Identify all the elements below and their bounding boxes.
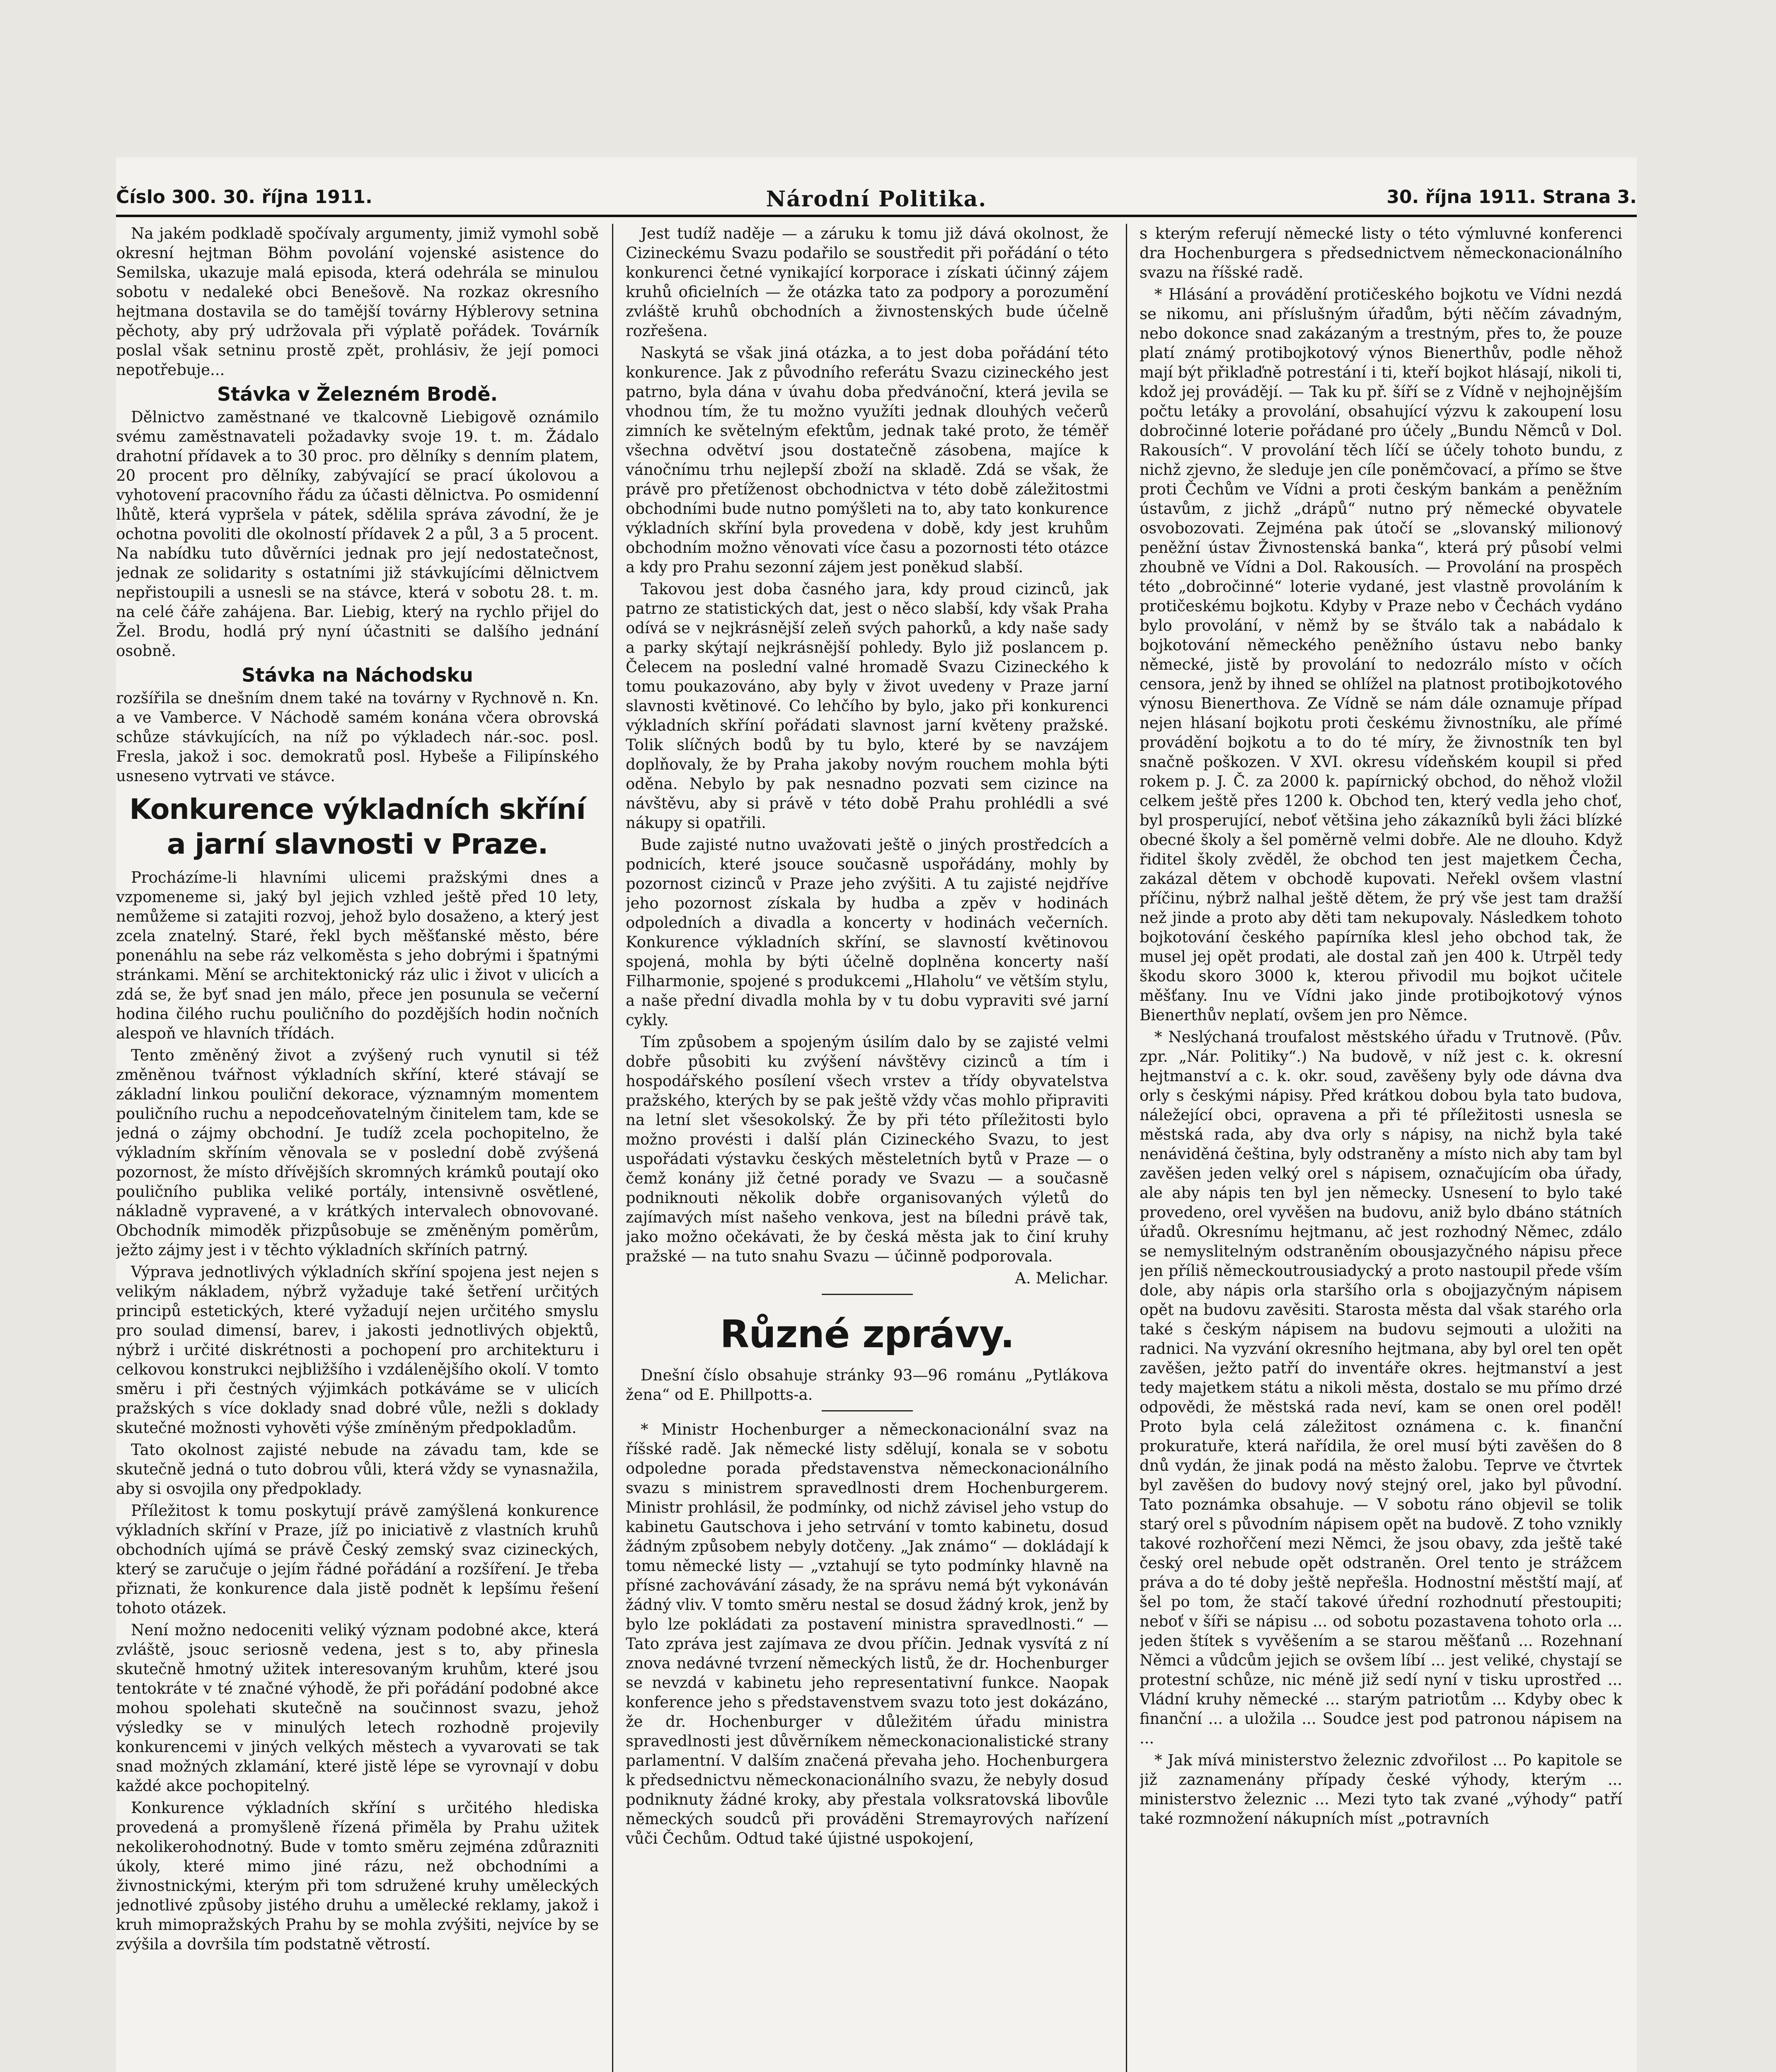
paragraph: * Ministr Hochenburger a německonacionální svaz na říšské radě. Jak německé listy sdělují, konala se v sobotu odpoledne porada představenstva německonacionálního svazu s ministrem spravedlnosti drem Hochenburgerem. Ministr prohlásil, že podmínky, od nichž závisel jeho vstup do kabinetu Gautschova i jeho setrvání v tomto kabinetu, dosud žádným způsobem nebyly dotčeny. „Jak známo“ — dokládají k tomu německé listy — „vztahují se tyto podmínky hlavně na přísné zachovávání zásady, že na správu nemá být vykonáván žádný vliv. V tomto směru nestal se dosud žádný krok, jenž by bylo lze pokládati za postavení ministra spravedlnosti.“ — Tato zpráva jest zajímava ze dvou příčin. Jednak vysvítá z ní znova nedávné tvrzení německých listů, že dr. Hochenburger se nevzdá v kabinetu jeho representativní funkce. Naopak konference jeho s představenstvem svazu toto jest dokázáno, že dr. Hochenburger v důležitém úřadu ministra spravedlnosti jest důvěrníkem německonacionalistické strany parlamentní. V dalším značená převaha jeho. Hochenburgera k předsednictvu německonacionálního svazu, že nebyly dosud podniknuty žádné kroky, aby přestala volksratovská libovůle německých soudců při prováděni Stremayrových nařízení vůči Čechům. Odtud také újistné uspokojení, <box>626 1421 1108 1847</box>
newspaper-page <box>116 157 1637 2072</box>
paragraph: Jest tudíž naděje — a záruku k tomu již dává okolnost, že Cizineckému Svazu podařilo se soustředit při pořádání o této konkurenci četné vynikající korporace i získati účinný zájem kruhů oficielních — že otázka tato za podpory a porozumění zvláště kruhů obchodních a živnostenských bude účelně rozřešena. <box>626 225 1108 340</box>
paragraph: Výprava jednotlivých výkladních skříní spojena jest nejen s velikým nákladem, nýbrž vyžaduje také šetření určitých principů estetických, které vyžadují nejen určitého smyslu pro soulad dimensí, barev, i jakosti jednotlivých objektů, nýbrž i určité diskrétnosti a pochopení pro architekturu i celkovou konstrukci nejbližšího i vzdálenějšího okolí. V tomto směru i při čestných výjimkách potkáváme se v ulicích pražských s více doklady snad dobré vůle, nežli s doklady skutečné možnosti vyhověti výše zmíněným předpokladům. <box>116 1263 599 1437</box>
paragraph: Tato okolnost zajisté nebude na závadu tam, kde se skutečně jedná o tuto dobrou vůli, která vždy se vynasnažila, aby si osvojila ony předpoklady. <box>116 1441 599 1498</box>
paragraph: Naskytá se však jiná otázka, a to jest doba pořádání této konkurence. Jak z původního referátu Svazu cizineckého jest patrno, byla dána v úvahu doba předvánoční, která jevila se vhodnou tím, že tu možno využíti jednak dlouhých večerů zimních ke světelným efektům, jednak také proto, že téměř všechna odvětví jsou dostatečně zásobena, majíce k vánočnímu trhu nejlepší zboží na skladě. Zdá se však, že právě pro přetíženost obchodnictva v této době záležitostmi obchodními bude nutno pomýšleti na to, aby tato konkurence výkladních skříní byla provedena v době, kdy jest kruhům obchodním možno věnovati více času a pozornosti této otázce a kdy pro Prahu sezonní zájem jest poněkud slabší. <box>626 344 1108 576</box>
paragraph: Takovou jest doba časného jara, kdy proud cizinců, jak patrno ze statistických dat, jest o něco slabší, kdy však Praha odívá se v nejkrásnější zeleň svých pahorků, a kdy naše sady a parky skýtají nejkrásnější pohledy. Bylo již poslancem p. Čelecem na poslední valné hromadě Svazu Cizineckého k tomu poukazováno, aby byly v život uvedeny v Praze jarní slavnosti květinové. Co lehčího by bylo, jako při konkurenci výkladních skříní pořádati slavnost jarní květeny pražské. Tolik slíčných bodů by tu bylo, které by se navzájem doplňovaly, že by Praha jakoby novým rouchem mohla býti oděna. Nebylo by pak nesnadno pozvati sem cizince na návštěvu, aby si právě v této době Prahu prohlédli a své nákupy si opatřili. <box>626 580 1108 832</box>
article-title: Konkurence výkladních skříní a jarní slavnosti v Praze. <box>129 793 586 861</box>
column-2 <box>626 224 1108 2072</box>
page-header <box>116 182 1637 211</box>
paragraph: Dělnictvo zaměstnané ve tkalcovně Liebigově oznámilo svému zaměstnavateli požadavky svoje 19. t. m. Žádalo drahotní přídavek a to 30 proc. pro dělníky s denním platem, 20 procent pro dělníky, zabývající se prací úkolovou a vyhotovení pracovního řádu za účasti dělnictva. Po osmidenní lhůtě, která vypršela v pátek, sdělila správa závodní, že je ochotna povoliti dle okolností přídavek 2 a půl, 3 a 5 procent. Na nabídku tuto důvěrníci jednak pro její nedostatečnost, jednak ze solidarity s ostatními již stávkujícími dělnictvem nepřistoupili a usnesli se na stávce, která v sobotu 28. t. m. na celé čáře zahájena. Bar. Liebig, který na rychlo přijel do Žel. Brodu, hodlá prý nyní účastniti se dalšího jednání osobně. <box>116 408 599 660</box>
paragraph: Není možno nedoceniti veliký význam podobné akce, která zvláště, jsouc seriosně vedena, jest s to, aby přinesla skutečně hmotný užitek interesovaným kruhům, které jsou tentokráte v té značné výhodě, že při pořádání podobné akce mohou spolehati skutečně na součinnost svazu, jehož výsledky se v minulých letech rozhodně projevily konkurencemi v jiných velkých městech a vyvarovati se tak snad možných zklamání, které jistě lépe se vyrovnají v dobu každé akce pochopitelný. <box>116 1621 599 1795</box>
paragraph: s kterým referují německé listy o této výmluvné konferenci dra Hochenburgera s předsednictvem německonacionálního svazu na říšské radě. <box>1140 225 1622 281</box>
date-page-number: 30. října 1911. Strana 3. <box>1386 186 1637 208</box>
author-signature: A. Melichar. <box>1015 1269 1108 1287</box>
column-3 <box>1140 224 1622 2072</box>
section-heading: Stávka na Náchodsku <box>242 664 473 686</box>
paragraph: rozšířila se dnešním dnem také na továrny v Rychnově n. Kn. a ve Vamberce. V Náchodě samém konána včera obrovská schůze stávkujících, na níž po výkladech nár.-soc. posl. Fresla, jakož i soc. demokratů posl. Hybeše a Filipínského usneseno vytrvati ve stávce. <box>116 689 599 785</box>
section-title: Různé zprávy. <box>720 1312 1014 1356</box>
paragraph: Procházíme-li hlavními ulicemi pražskými dnes a vzpomeneme si, jaký byl jejich vzhled ještě před 10 lety, nemůžeme si zatajiti rozvoj, jehož bylo dosaženo, a který jest zcela znatelný. Staré, řekl bych měšťanské město, bére ponenáhlu na sebe ráz velkoměsta s jeho dobrými i špatnými stránkami. Mění se architektonický ráz ulic i život v ulicích a zdá se, že byť snad jen málo, přece jen posunula se večerní hodina čilého ruchu pouličního do pozdějších hodin nočních alespoň ve hlavních třídách. <box>116 869 599 1042</box>
separator-rule <box>822 1410 913 1411</box>
paragraph: * Hlásání a provádění protičeského bojkotu ve Vídni nezdá se nikomu, ani příslušným úřadům, býti něčím závadným, nebo dokonce snad zakázaným a trestným, přes to, že pouze platí známý protibojkotový výnos Bienerthův, podle něhož mají být přiklaďně potrestání i ti, kteří bojkot hlásají, nikoli ti, kdož jej provádějí. — Tak ku př. šíří se z Vídně v nejhojnějším počtu letáky a provolání, obsahující výzvu k zakoupení losu dobročinné loterie pořádané pro účely „Bundu Němců v Dol. Rakousích“. V provolání těch líčí se účely tohoto bundu, z nichž zjevno, že sleduje jen cíle poněmčovací, a přímo se štve proti Čechům ve Vídni a proti českým bankám a peněžním ústavům, z jichž „drápů“ nutno prý německé obyvatele osvobozovati. Zejména pak útočí se „slovanský milionový peněžní ústav Živnostenská banka“, která prý působí velmi zhoubně ve Vídni a Dol. Rakousích. — Provolání na prospěch této „dobročinné“ loterie vydané, jest vlastně provoláním k protičeskému bojkotu. Kdyby v Praze nebo v Čechách vydáno bylo provolání, v němž by se štválo tak a nabádalo k bojkotování německého peněžního ústavu nebo banky německé, jistě by provolání to nedozrálo místo v očích censora, jenž by ihned se ohlížel na platnost protibojkotového výnosu Bienerthova. Ze Vídně se nám dále oznamuje případ nejen hlásaní bojkotu proti českému živnostníku, ale přímé provádění bojkotu a to do té míry, že živnostník ten byl snačně poškozen. V XVI. okresu vídeňském koupil si před rokem p. J. Č. za 2000 k. papírnický obchod, do něhož vložil celkem ještě přes 1200 k. Obchod ten, který vedla jeho choť, byl prosperující, neboť většina jeho zákazníků byli žáci blízké obecné školy a šel poměrně velmi dobře. Ale ne dlouho. Když řiditel školy zvěděl, že obchod ten jest majetkem Čecha, zakázal dětem v obchodě kupovati. Neřekl ovšem vlastní příčinu, nýbrž nalhal ještě dětem, že prý vše jest tam dražší než jinde a proto aby děti tam nekupovaly. Následkem tohoto bojkotování českého papírníka klesl jeho obchod tak, že musel jej opět prodati, ale dostal zaň jen 400 k. Utrpěl tedy škodu skoro 3000 k, kterou přivodil mu bojkot učitele měšťany. Inu ve Vídni jako jinde protibojkotový výnos Bienerthův neplatí, ovšem jen pro Němce. <box>1140 286 1622 1024</box>
paragraph: Tím způsobem a spojeným úsilím dalo by se zajisté velmi dobře působiti ku zvýšení návštěvy cizinců a tím i hospodářského posílení všech vrstev a třídy obyvatelstva pražského, kterých by se pak ještě vždy včas mohlo připraviti na letní slet všesokolský. Že by při této příležitosti bylo možno provésti i další plán Cizineckého Svazu, to jest uspořádati výstavku českých městeletních bytů v Praze — o čemž konány již četné porady ve Svazu — a současně podniknouti několik dobře organisovaných výletů do zajímavých míst našeho venkova, jest na bíledni právě tak, jako možno očekávati, že by česká města jak to činí kruhy pražské — na tuto snahu Svazu — účinně podporovala. <box>626 1033 1108 1265</box>
column-1 <box>116 224 599 2072</box>
newspaper-title: Národní Politika. <box>766 186 987 212</box>
paragraph: * Neslýchaná troufalost městského úřadu v Trutnově. (Pův. zpr. „Nár. Politiky“.) Na budově, v níž jest c. k. okresní hejtmanství a c. k. okr. soud, zavěšeny byly ode dávna dva orly s českými nápisy. Před krátkou dobou byla tato budova, náležející obci, opravena a při té příležitosti usnesla se městská rada, aby dva orly s nápisy, na nichž byla také nenáviděná čeština, byly odstraněny a místo nich aby tam byl zavěšen jeden velký orel s nápisem, označujícím oba úřady, ale aby nápis ten byl jen německy. Usnesení to bylo také provedeno, orel vyvěšen na budovu, aniž bylo dbáno státních úřadů. Okresnímu hejtmanu, ač jest rozhodný Němec, zdálo se nemyslitelným odstraněním obousjazyčného nápisu přece jen příliš německoutrousiadycký a proto nastoupil přede vším dole, aby nápis orla staršího orla s obojjazyčným nápisem opět na budovu zavěsiti. Starosta města dal však starého orla také s českým nápisem na budovu sejmouti a uložiti na radnici. Na vyzvání okresního hejtmana, aby byl orel ten opět zavěšen, ježto patří do inventáře okres. hejtmanství a jest tedy majetkem státu a nikoli města, dostalo se mu přímo drzé odpovědi, že městská rada neví, kam se onen orel poděl! Proto byla celá záležitost oznámena c. k. finanční prokuratuře, která nařídila, že orel musí býti zavěšen do 8 dnů vydán, že jinak podá na město žalobu. Teprve ve čtvrtek byl zavěšen do budovy nový stejný orel, jako byl původní. Tato poznámka obsahuje. — V sobotu ráno objevil se tolik starý orel s původním nápisem opět na budově. Z toho vznikly takové rozhořčení mezi Němci, že jsou obavy, zda ještě také český orel nebude opět odstraněn. Orel tento je strážcem práva a do té doby ještě nepřešla. Hodnostní městští mají, ať šel po tom, že stačí takové úřední rozhodnutí přestoupiti; neboť v šíři se nápisu ... od sobotu pozastavena tohoto orla ... jeden štítek s vyvěšením a se starou měšťanů ... Rozehnaní Němci a vůdcům jejich se ovšem líbí ... jest veliké, chystají se protestní schůze, nic méně již sedí nyní v tisku uprostřed ... Vládní kruhy německé ... starým patriotům ... Kdyby obec k finanční ... a uložila ... Soudce jest pod patronou nápisem na ... <box>1140 1028 1622 1747</box>
paragraph: Příležitost k tomu poskytují právě zamýšlená konkurence výkladních skříní v Praze, jíž po iniciativě z vlastních kruhů obchodních ujímá se právě Český zemský svaz cizineckých, který se zaručuje o jejím řádné pořádání a rozšíření. Je třeba přiznati, že konkurence dala jistě podnět k lepšímu řešení tohoto otázek. <box>116 1502 599 1617</box>
column-divider <box>1126 224 1127 2072</box>
paragraph: Bude zajisté nutno uvažovati ještě o jiných prostředcích a podnicích, které jsouce současně uspořádány, mohly by pozornost cizinců v Praze jeho zvýšiti. A tu zajisté nejdříve jeho pozornost získala by hudba a zpěv v hodinách odpoledních a divadla a koncerty v hodinách večerních. Konkurence výkladních skříní, se slavností květinovou spojená, mohla by býti účelně doplněna koncerty naší Filharmonie, spojené s produkcemi „Hlaholu“ ve větším stylu, a naše přední divadla mohla by v tu dobu vypraviti své jarní cykly. <box>626 836 1108 1029</box>
paragraph: Konkurence výkladních skříní s určitého hlediska provedená a promyšleně řízená přiměla by Prahu užitek nekolikerohodnotný. Bude v tomto směru zejména zdůrazniti úkoly, které mimo jiné rázu, než obchodními a živnostnickými, kterým při tom sdružené kruhy uměleckých jednotlivé způsoby jistého druhu a umělecké reklamy, jakož i kruh mimopražských Prahu by se mohla zvýšiti, nejvíce by se zvýšila a dovršila tím podstatně větrostí. <box>116 1799 599 1953</box>
paragraph: * Jak mívá ministerstvo železnic zdvořilost ... Po kapitole se již zaznamenány případy české výhody, kterým ... ministerstvo železnic ... Mezi tyto tak zvané „výhody“ patří také rozmnožení nákupních míst „potravních <box>1140 1751 1622 1828</box>
issue-number-date: Číslo 300. 30. října 1911. <box>116 186 373 208</box>
header-rule <box>116 215 1637 217</box>
paragraph: Dnešní číslo obsahuje stránky 93—96 románu „Pytlákova žena“ od E. Phillpotts-a. <box>626 1366 1108 1404</box>
paragraph: Tento změněný život a zvýšený ruch vynutil si též změněnou tvářnost výkladních skříní, které stávají se základní linkou pouliční dekorace, významným momentem pouličního ruchu a nepodceňovatelným činitelem tam, kde se jedná o zájmy obchodní. Je tudíž zcela pochopitelno, že výkladním skříním věnovala se v poslední době zvýšená pozornost, že místo dřívějších skromných krámků poutají oko pouličního publika veliké portály, intensivně osvětlené, nákladně vypravené, a v krátkých intervalech obnovované. Obchodník mimoděk přizpůsobuje se změněným poměrům, ježto zájmy jest i v těchto výkladních skříních patrný. <box>116 1046 599 1259</box>
section-heading: Stávka v Železném Brodě. <box>217 383 498 405</box>
paragraph: Na jakém podkladě spočívaly argumenty, jimiž vymohl sobě okresní hejtman Böhm povolání vojenské asistence do Semilska, ukazuje malá episoda, která odehrála se minulou sobotu v nedaleké obci Benešově. Na rozkaz okresního hejtmana dostavila se do tamější továrny Hýblerovy setnina pěchoty, aby prý udržovala při výplatě pořádek. Továrník poslal však setninu prostě zpět, prohlásiv, že její pomoci nepotřebuje... <box>116 225 599 379</box>
column-divider <box>612 224 613 2072</box>
separator-rule <box>822 1294 913 1295</box>
